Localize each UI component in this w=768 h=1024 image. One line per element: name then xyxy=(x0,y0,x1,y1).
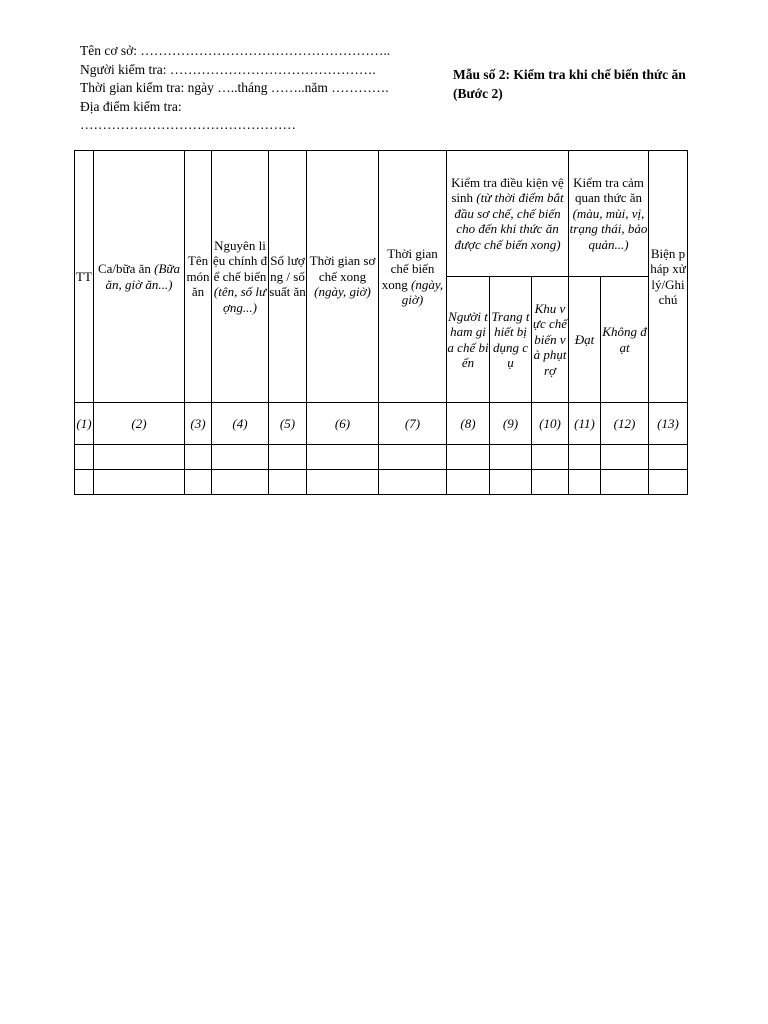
empty-cell xyxy=(75,470,94,495)
header-cell-quantity: Số lượng / số suất ăn xyxy=(269,151,307,403)
empty-cell xyxy=(490,470,532,495)
empty-cell xyxy=(269,445,307,470)
column-number: (3) xyxy=(185,403,212,445)
form-header-info xyxy=(80,42,450,135)
empty-data-row xyxy=(75,445,688,470)
header-cell-sensory-check: Kiểm tra cảm quan thức ăn (màu, mùi, vị, trạng thái, bảo quản...) xyxy=(569,151,649,277)
empty-cell xyxy=(490,445,532,470)
empty-cell xyxy=(94,445,185,470)
empty-cell xyxy=(185,445,212,470)
facility-name-line: Tên cơ sở: ……………………………………………….. xyxy=(80,43,391,58)
inspection-location-dots: ………………………………………… xyxy=(80,117,296,132)
header-cell-remedy-notes: Biện pháp xử lý/Ghi chú xyxy=(649,151,688,403)
empty-cell xyxy=(185,470,212,495)
column-number: (10) xyxy=(532,403,569,445)
empty-cell xyxy=(94,470,185,495)
header-cell-ingredients: Nguyên liệu chính để chế biến (tên, số lượng...) xyxy=(212,151,269,403)
header-cell-tt: TT xyxy=(75,151,94,403)
header-cell-fail: Không đạt xyxy=(601,277,649,403)
empty-cell xyxy=(649,445,688,470)
empty-cell xyxy=(307,470,379,495)
inspection-table xyxy=(74,150,688,495)
empty-cell xyxy=(532,470,569,495)
empty-cell xyxy=(569,445,601,470)
header-cell-meal: Ca/bữa ăn (Bữa ăn, giờ ăn...) xyxy=(94,151,185,403)
empty-cell xyxy=(447,470,490,495)
column-number: (7) xyxy=(379,403,447,445)
empty-cell xyxy=(569,470,601,495)
column-number: (11) xyxy=(569,403,601,445)
empty-data-row xyxy=(75,470,688,495)
column-number: (5) xyxy=(269,403,307,445)
inspection-time-line: Thời gian kiểm tra: ngày …..tháng ……..năm …………. xyxy=(80,80,389,95)
header-cell-dish-name: Tên món ăn xyxy=(185,151,212,403)
empty-cell xyxy=(75,445,94,470)
column-number: (4) xyxy=(212,403,269,445)
header-cell-participants: Người tham gia chế biến xyxy=(447,277,490,403)
column-number: (9) xyxy=(490,403,532,445)
column-number: (2) xyxy=(94,403,185,445)
empty-cell xyxy=(447,445,490,470)
header-cell-hygiene-check: Kiểm tra điều kiện vệ sinh (từ thời điểm bắt đầu sơ chế, chế biến cho đến khi thức ăn được chế biến xong) xyxy=(447,151,569,277)
inspection-location-label: Địa điểm kiểm tra: xyxy=(80,98,182,114)
column-number: (13) xyxy=(649,403,688,445)
header-cell-pass: Đạt xyxy=(569,277,601,403)
empty-cell xyxy=(307,445,379,470)
empty-cell xyxy=(379,445,447,470)
column-number-row xyxy=(75,403,688,445)
empty-cell xyxy=(601,470,649,495)
inspector-line: Người kiểm tra: ………………………………………. xyxy=(80,61,376,77)
column-number: (1) xyxy=(75,403,94,445)
empty-cell xyxy=(212,470,269,495)
column-number: (12) xyxy=(601,403,649,445)
empty-cell xyxy=(212,445,269,470)
empty-cell xyxy=(601,445,649,470)
empty-cell xyxy=(649,470,688,495)
header-cell-processing-area: Khu vực chế biến và phụtrợ xyxy=(532,277,569,403)
empty-cell xyxy=(269,470,307,495)
header-cell-equipment: Trang thiết bị dụng cụ xyxy=(490,277,532,403)
header-cell-prep-time: Thời gian sơ chế xong (ngày, giờ) xyxy=(307,151,379,403)
empty-cell xyxy=(379,470,447,495)
column-number: (6) xyxy=(307,403,379,445)
empty-cell xyxy=(532,445,569,470)
form-title: Mẫu số 2: Kiểm tra khi chế biến thức ăn (Bước 2) xyxy=(453,67,686,101)
column-number: (8) xyxy=(447,403,490,445)
header-cell-cook-time: Thời gian chế biến xong (ngày, giờ) xyxy=(379,151,447,403)
